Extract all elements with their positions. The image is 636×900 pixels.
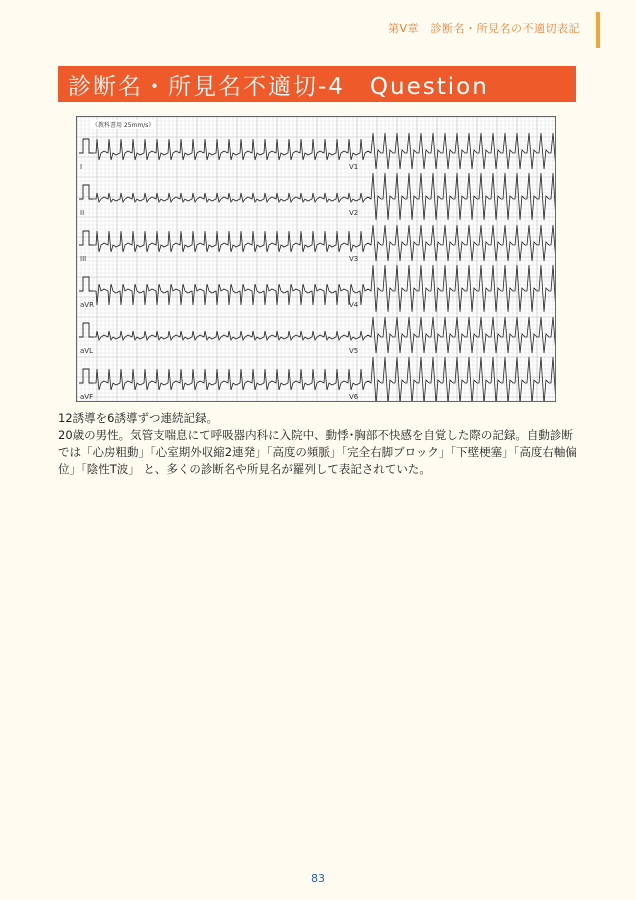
lead-label-left: aVR <box>80 301 94 309</box>
lead-label-right: V1 <box>349 163 359 171</box>
ecg-tracing <box>77 117 555 401</box>
lead-label-right: V3 <box>349 255 359 263</box>
page-title: 診断名・所見名不適切-4 Question <box>68 73 489 100</box>
ecg-figure <box>76 116 556 402</box>
ecg-header-label: 《教科書用 25mm/s》 <box>92 122 155 129</box>
case-description: 20歳の男性。気管支喘息にて呼吸器内科に入院中、動悸･胸部不快感を自覚した際の記録。自動診断では「心房粗動」「心室期外収縮2連発」「高度の頻脈」「完全右脚ブロック」「下壁梗塞」「高度右軸偏位」「陰性T波」 と、多くの診断名や所見名が羅列して表記されていた。 <box>58 428 577 476</box>
lead-label-right: V4 <box>349 301 359 309</box>
lead-label-left: I <box>80 163 83 171</box>
lead-label-left: II <box>80 209 85 217</box>
page-number: 83 <box>311 872 325 885</box>
ecg-lead-trace <box>93 133 555 169</box>
title-banner <box>58 66 576 102</box>
ecg-lead-trace <box>93 173 555 220</box>
question-text <box>58 410 578 478</box>
ecg-lead-trace <box>93 317 555 353</box>
recording-note: 12誘導を6誘導ずつ連続記録。 <box>58 411 218 425</box>
lead-label-left: III <box>80 255 87 263</box>
ecg-lead-trace <box>93 357 555 401</box>
lead-label-right: V5 <box>349 347 359 355</box>
chapter-header: 第Ⅴ章 診断名・所見名の不適切表記 <box>387 22 580 35</box>
lead-label-left: aVF <box>80 393 94 401</box>
lead-label-left: aVL <box>80 347 93 355</box>
chapter-tab-marker <box>596 12 600 48</box>
lead-label-right: V6 <box>349 393 359 401</box>
ecg-lead-trace <box>93 265 555 312</box>
lead-label-right: V2 <box>349 209 359 217</box>
ecg-lead-trace <box>93 225 555 261</box>
